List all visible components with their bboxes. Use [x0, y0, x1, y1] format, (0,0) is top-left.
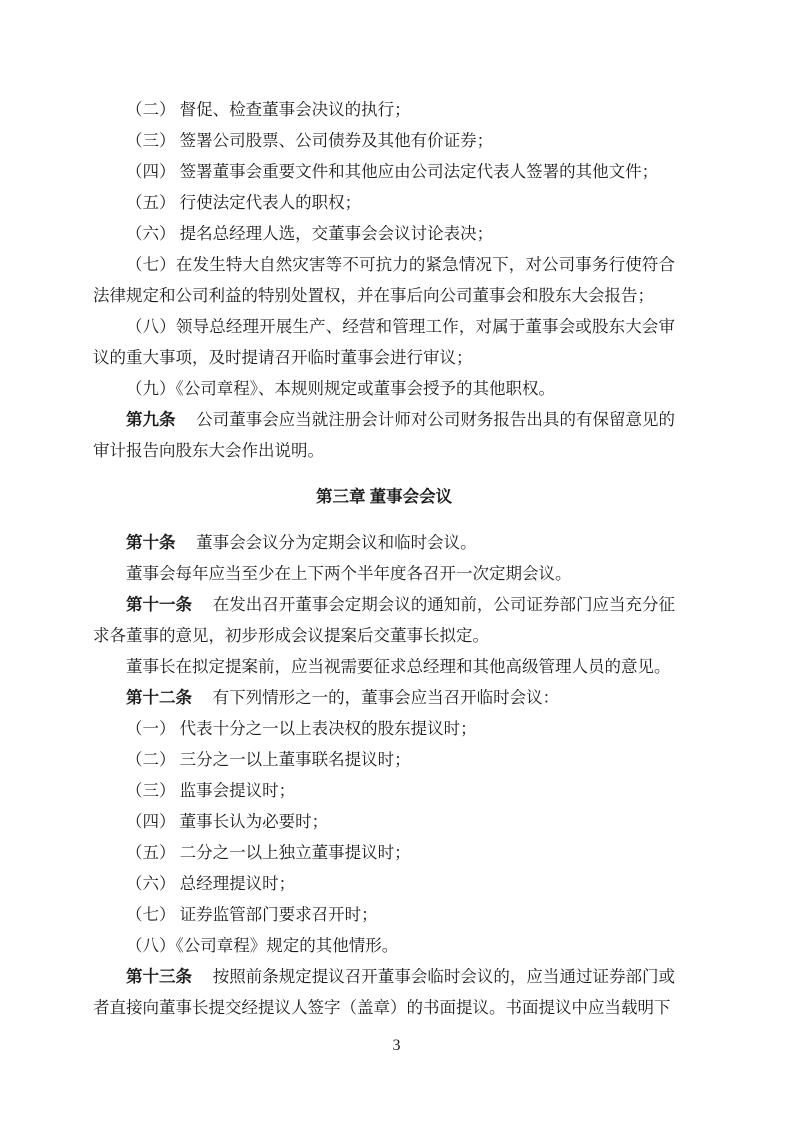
- body-paragraph: [93, 651, 675, 682]
- clause-number: 第十一条: [126, 595, 193, 614]
- paragraph-text: （七） 证券监管部门要求召开时；: [126, 905, 378, 924]
- clause-number: 第九条: [126, 410, 176, 429]
- list-item: [93, 125, 675, 156]
- list-item: [93, 868, 675, 899]
- clause-text: 公司董事会应当就注册会计师对公司财务报告出具的有保留意见的审计报告向股东大会作出说明。: [93, 410, 676, 460]
- body-paragraph: [93, 558, 675, 589]
- chapter-heading: [93, 481, 675, 512]
- paragraph-text: （六） 总经理提议时；: [126, 874, 296, 893]
- paragraph-text: （八）领导总经理开展生产、经营和管理工作，对属于董事会或股东大会审议的重大事项，及时提请召开临时董事会进行审议；: [93, 317, 675, 367]
- paragraph-text: （五） 二分之一以上独立董事提议时；: [126, 843, 411, 862]
- paragraph-text: 董事长在拟定提案前，应当视需要征求总经理和其他高级管理人员的意见。: [126, 657, 671, 676]
- list-item: [93, 837, 675, 868]
- list-item: [93, 744, 675, 775]
- page-number: 3: [392, 1037, 401, 1054]
- paragraph-text: （七）在发生特大自然灾害等不可抗力的紧急情况下，对公司事务行使符合法律规定和公司利益的特别处置权，并在事后向公司董事会和股东大会报告；: [93, 255, 675, 305]
- clause-paragraph: [93, 961, 675, 1023]
- paragraph-text: （五） 行使法定代表人的职权；: [126, 193, 362, 212]
- clause-paragraph: [93, 682, 675, 713]
- list-item: [93, 218, 675, 249]
- paragraph-text: （九）《公司章程》、本规则规定或董事会授予的其他职权。: [126, 379, 555, 398]
- list-item: [93, 311, 675, 373]
- paragraph-text: 董事会每年应当至少在上下两个半年度各召开一次定期会议。: [126, 564, 572, 583]
- paragraph-text: （八）《公司章程》规定的其他情形。: [126, 936, 399, 955]
- list-item: [93, 249, 675, 311]
- list-item: [93, 94, 675, 125]
- list-item: [93, 930, 675, 961]
- clause-paragraph: [93, 589, 675, 651]
- list-item: [93, 899, 675, 930]
- paragraph-text: （六） 提名总经理人选，交董事会会议讨论表决；: [126, 224, 494, 243]
- clause-paragraph: [93, 527, 675, 558]
- paragraph-text: （四） 董事长认为必要时；: [126, 812, 329, 831]
- clause-text: 按照前条规定提议召开董事会临时会议的，应当通过证券部门或者直接向董事长提交经提议人签字（盖章）的书面提议。书面提议中应当载明下: [93, 967, 676, 1017]
- document-body: [93, 94, 675, 1023]
- clause-number: 第十三条: [126, 967, 193, 986]
- clause-text: 在发出召开董事会定期会议的通知前，公司证券部门应当充分征求各董事的意见，初步形成会议提案后交董事长拟定。: [93, 595, 676, 645]
- chapter-heading-text: 第三章 董事会会议: [315, 487, 453, 506]
- paragraph-text: （二） 督促、检查董事会决议的执行；: [126, 100, 411, 119]
- paragraph-text: （一） 代表十分之一以上表决权的股东提议时；: [126, 719, 477, 738]
- clause-paragraph: [93, 404, 675, 466]
- list-item: [93, 713, 675, 744]
- clause-text: 董事会会议分为定期会议和临时会议。: [196, 533, 477, 552]
- list-item: [93, 775, 675, 806]
- paragraph-text: （三） 签署公司股票、公司债券及其他有价证券；: [126, 131, 494, 150]
- clause-number: 第十二条: [126, 688, 192, 707]
- clause-text: 有下列情形之一的，董事会应当召开临时会议：: [212, 688, 560, 707]
- list-item: [93, 806, 675, 837]
- clause-number: 第十条: [126, 533, 176, 552]
- paragraph-text: （四） 签署董事会重要文件和其他应由公司法定代表人签署的其他文件；: [126, 162, 659, 181]
- list-item: [93, 187, 675, 218]
- list-item: [93, 156, 675, 187]
- paragraph-text: （三） 监事会提议时；: [126, 781, 296, 800]
- paragraph-text: （二） 三分之一以上董事联名提议时；: [126, 750, 411, 769]
- list-item: [93, 373, 675, 404]
